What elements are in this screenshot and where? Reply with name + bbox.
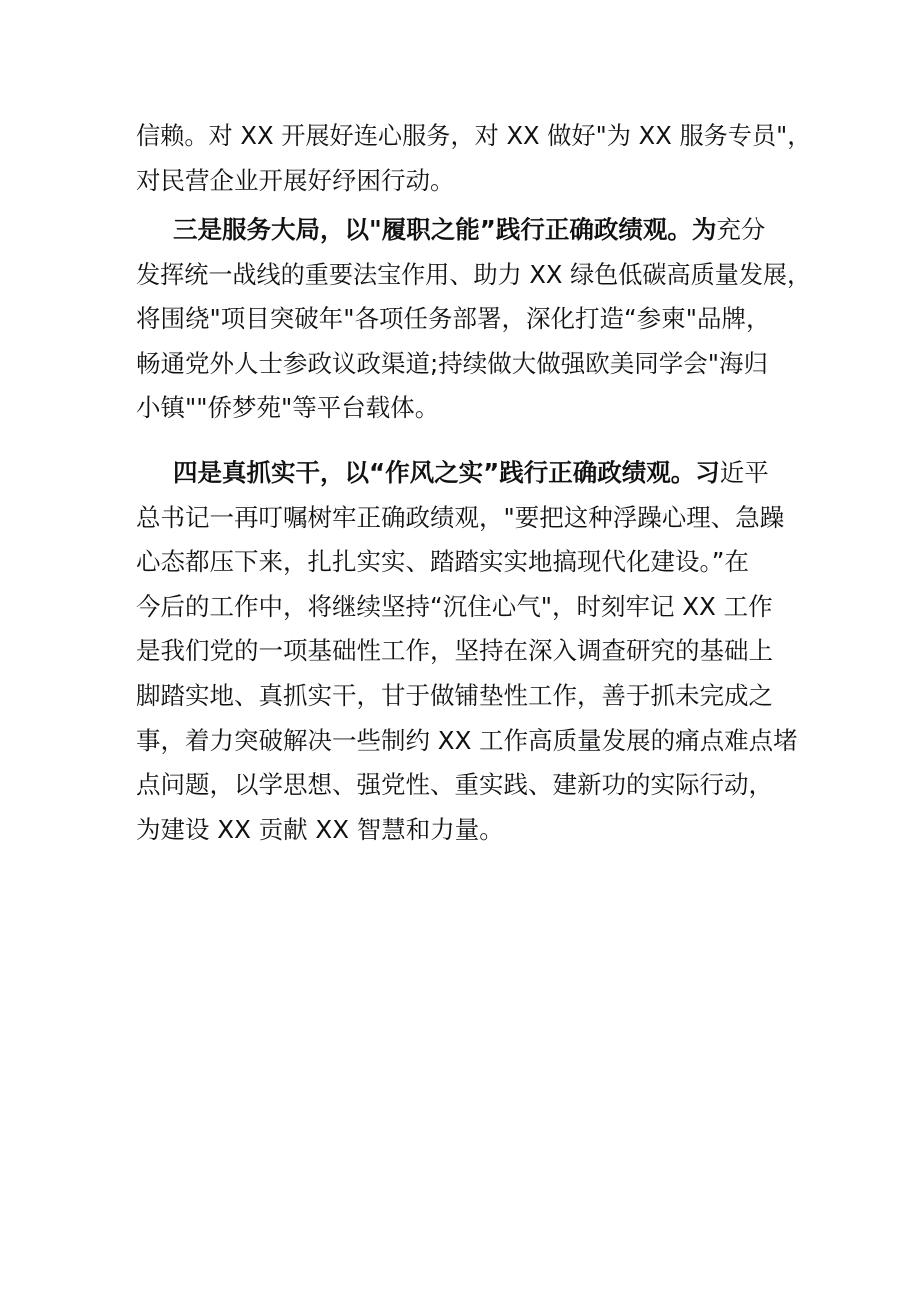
text-line: 将围绕"项目突破年"各项任务部署，深化打造“参柬"品牌， (136, 304, 771, 334)
text-line: 事，着力突破解决一些制约 XX 工作高质量发展的痛点难点堵 (136, 725, 798, 755)
text-line: 点问题，以学思想、强党性、重实践、建新功的实际行动， (136, 770, 773, 800)
first-line (136, 208, 806, 253)
text-line: 今后的工作中，将继续坚持“沉住心气"，时刻牢记 XX 工作 (136, 591, 773, 621)
text-fragment: 近平 (719, 458, 769, 487)
text-line: 为建设 XX 贡献 XX 智慧和力量。 (136, 814, 504, 844)
text-line: 信赖。对 XX 开展好连心服务，对 XX 做好"为 XX 服务专员"， (136, 121, 812, 150)
text-line: 心态都压下来，扎扎实实、踏踏实实地搞现代化建设。”在 (136, 547, 749, 577)
paragraph-practical-work (136, 451, 806, 852)
text-line: 总书记一再叮嘱树牢正确政绩观，"要把这种浮躁心理、急躁 (136, 502, 785, 532)
first-line (136, 451, 806, 496)
text-line: 是我们党的一项基础性工作，坚持在深入调查研究的基础上 (136, 636, 773, 666)
paragraph-lead-heading: 三是服务大局，以"履职之能”践行正确政绩观。为 (173, 215, 717, 244)
paragraph-serve-overall (136, 208, 812, 431)
text-line: 发挥统一战线的重要法宝作用、助力 XX 绿色低碳高质量发展， (136, 259, 812, 289)
text-line: 畅通党外人士参政议政渠道;持续做大做强欧美同学会"海归 (136, 348, 769, 378)
paragraph-continuation (136, 114, 812, 203)
text-fragment: 充分 (716, 215, 766, 244)
paragraph-lead-heading: 四是真抓实干，以“作风之实”践行正确政绩观。习 (173, 458, 720, 487)
text-line: 脚踏实地、真抓实干，甘于做铺垫性工作，善于抓未完成之 (136, 680, 773, 710)
text-line: 对民营企业开展好纾困行动。 (136, 165, 455, 195)
text-line: 小镇""侨梦苑"等平台载体。 (136, 393, 440, 423)
